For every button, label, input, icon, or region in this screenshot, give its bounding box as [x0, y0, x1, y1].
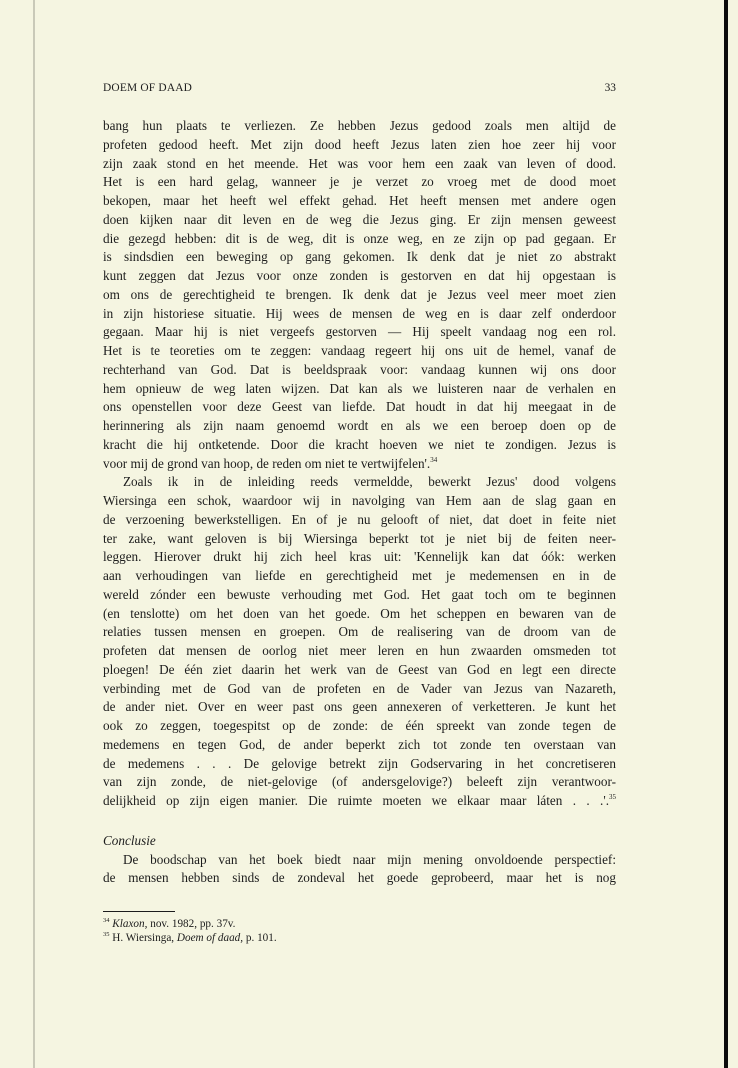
text-line [103, 136, 616, 155]
text-line [103, 155, 616, 174]
text-line [103, 398, 616, 417]
footnote-number: 34 [103, 917, 110, 924]
page-header [103, 82, 616, 98]
text-line [103, 361, 616, 380]
text-line [103, 567, 616, 586]
text-line [103, 642, 616, 661]
text-line-content: ook zo zeggen, toegespitst op de zonde: de één spreekt van zonde tegen de [103, 718, 616, 733]
text-line [103, 342, 616, 361]
text-line [103, 736, 616, 755]
footnote-prefix: H. Wiersinga, [109, 932, 177, 944]
text-line-content: doen kijken naar dit leven en de weg die Jezus ging. Er zijn mensen geweest [103, 211, 616, 227]
footnote-34 [103, 917, 616, 931]
text-line [103, 455, 616, 474]
text-line-content: verbinding met de God van de profeten en de Vader van Jezus van Nazareth, [103, 680, 616, 696]
text-line-content: bekopen, maar het heeft wel effekt gehad. Het heeft mensen met andere ogen [103, 193, 616, 208]
text-line [103, 417, 616, 436]
text-line-content: (en tenslotte) om het doen van het goede. Om het scheppen en bewaren van de [103, 605, 616, 621]
text-line [103, 323, 616, 342]
text-line-content: Zoals ik in de inleiding reeds vermeldde, bewerkt Jezus' dood volgens [123, 474, 616, 490]
text-line [103, 530, 616, 549]
section-gap [103, 811, 616, 832]
footnote-number: 35 [103, 931, 110, 938]
text-line-content: relaties tussen mensen en groepen. Om de realisering van de droom van de [103, 624, 616, 640]
text-line [103, 380, 616, 399]
text-line [103, 851, 616, 870]
text-line-content: voor mij de grond van hoop, de reden om niet te vertwijfelen'. [103, 455, 431, 471]
text-line [103, 473, 616, 492]
text-line [103, 192, 616, 211]
paragraph-quote-continuation [103, 117, 616, 473]
text-line-content: is sindsdien een beweging op gang gekomen. Ik denk dat je niet zo abstrakt [103, 249, 616, 265]
text-line-content: aan verhoudingen van liefde en gerechtigheid met je medemensen en in de [103, 568, 616, 583]
text-line [103, 511, 616, 530]
text-line [103, 717, 616, 736]
text-line-content: die gezegd hebben: dit is de weg, dit is onze weg, en ze zijn op pad gegaan. Er [103, 230, 616, 246]
text-line [103, 436, 616, 455]
text-line-content: bang hun plaats te verliezen. Ze hebben Jezus gedood zoals men altijd de [103, 118, 616, 133]
footnote-rest: p. 101. [243, 932, 277, 944]
text-line-content: de ander niet. Over en weer past ons geen annexeren of verketteren. Je kunt het [103, 699, 616, 715]
text-line-content: van zijn zonde, de niet-gelovige (of andersgelovige?) beleeft zijn verantwoor- [103, 774, 616, 790]
text-line-content: herinnering als zijn naam genoemd wordt en als we een beroep doen op de [103, 418, 616, 433]
footnote-reference: 34 [430, 455, 438, 464]
text-line [103, 548, 616, 567]
page-edge-right [724, 0, 728, 1068]
text-line-content: in zijn historiese situatie. Hij wees de mensen de weg en is daar zelf onderdoor [103, 305, 616, 321]
text-line-content: Het is een hard gelag, wanneer je je verzet zo vroeg met de dood moet [103, 174, 616, 190]
text-line-content: profeten gedood heeft. Met zijn dood heeft Jezus laten zien hoe zeer hij voor [103, 136, 616, 152]
text-line [103, 117, 616, 136]
text-line [103, 605, 616, 624]
text-line-content: de medemens . . . De gelovige betrekt zijn Godservaring in het concretiseren [103, 755, 616, 771]
body-text [103, 117, 616, 888]
text-line [103, 267, 616, 286]
text-line [103, 211, 616, 230]
text-line-content: ploegen! De één ziet daarin het werk van de Geest van God en legt een directe [103, 661, 616, 677]
footnote-title: Klaxon, [112, 918, 148, 930]
text-line-content: De boodschap van het boek biedt naar mijn mening onvoldoende perspectief: [123, 851, 616, 867]
text-line-content: medemens en tegen God, de ander beperkt zich tot zonde ten overstaan van [103, 736, 616, 752]
text-line-content: rechterhand van God. Dat is beeldspraak voor: vandaag kunnen wij ons door [103, 361, 616, 377]
text-line [103, 286, 616, 305]
text-line-content: leggen. Hierover drukt hij zich heel kras uit: 'Kennelijk kan dat óók: werken [103, 549, 616, 565]
text-line [103, 773, 616, 792]
paragraph-conclusie [103, 851, 616, 889]
text-line-content: om ons de gerechtigheid te brengen. Ik denk dat je Jezus veel meer moet zien [103, 286, 616, 302]
footnotes [103, 917, 616, 945]
text-line-content: wereld zónder een bewuste verhouding met God. Het gaat toch om te beginnen [103, 586, 616, 602]
text-line [103, 792, 616, 811]
text-line-content: kunt zeggen dat Jezus voor onze zonden is gestorven en dat hij opgestaan is [103, 268, 616, 283]
text-line [103, 661, 616, 680]
text-line-content: Wiersinga een schok, waardoor wij in navolging van Hem aan de slag gaan en [103, 493, 616, 508]
text-line [103, 586, 616, 605]
paragraph-wiersinga [103, 473, 616, 811]
text-line-content: Het is te teoreties om te zeggen: vandaag regeert hij ons uit de hemel, vanaf de [103, 343, 616, 358]
footnote-rest: nov. 1982, pp. 37v. [147, 918, 236, 930]
footnote-title: Doem of daad, [176, 932, 244, 944]
text-line [103, 305, 616, 324]
text-line [103, 492, 616, 511]
footnote-reference: 35 [609, 793, 616, 801]
text-line-content: ter zake, want geloven is bij Wiersinga beperkt tot je niet bij de feiten neer- [103, 530, 616, 546]
text-line [103, 173, 616, 192]
footnote-35 [103, 931, 616, 945]
text-line-content: kracht die hij ontketende. Door die kracht hoeven we niet te zondigen. Jezus is [103, 436, 616, 452]
text-line-content: hem opnieuw de weg laten wijzen. Dat kan als we luisteren naar de verhalen en [103, 380, 616, 396]
text-line [103, 680, 616, 699]
text-line [103, 869, 616, 888]
text-line [103, 623, 616, 642]
running-head: DOEM OF DAAD [103, 82, 193, 94]
text-line [103, 230, 616, 249]
text-line-content: zijn zaak stond en het meende. Het was voor hem een zaak van leven of dood. [103, 155, 616, 171]
text-line-content: delijkheid op zijn eigen manier. Die ruimte moeten we elkaar maar láten . . .'. [103, 793, 609, 808]
text-line [103, 698, 616, 717]
text-line [103, 248, 616, 267]
page-number: 33 [604, 82, 616, 94]
text-line-content: ons openstellen voor deze Geest van liefde. Dat houdt in dat hij meegaat in de [103, 399, 616, 415]
text-line-content: de verzoening bewerkstelligen. En of je nu gelooft of niet, dat doet in feite niet [103, 511, 616, 527]
text-line-content: profeten dat mensen de oorlog niet meer leren en hun zwaarden omsmeden tot [103, 643, 616, 658]
text-line-content: gegaan. Maar hij is niet vergeefs gestorven — Hij speelt vandaag nog een rol. [103, 324, 616, 340]
section-heading: Conclusie [103, 832, 156, 848]
page-edge-left [33, 0, 35, 1068]
text-line-content: de mensen hebben sinds de zondeval het goede geprobeerd, maar het is nog [103, 870, 616, 886]
text-line [103, 755, 616, 774]
footnote-rule [103, 911, 175, 912]
